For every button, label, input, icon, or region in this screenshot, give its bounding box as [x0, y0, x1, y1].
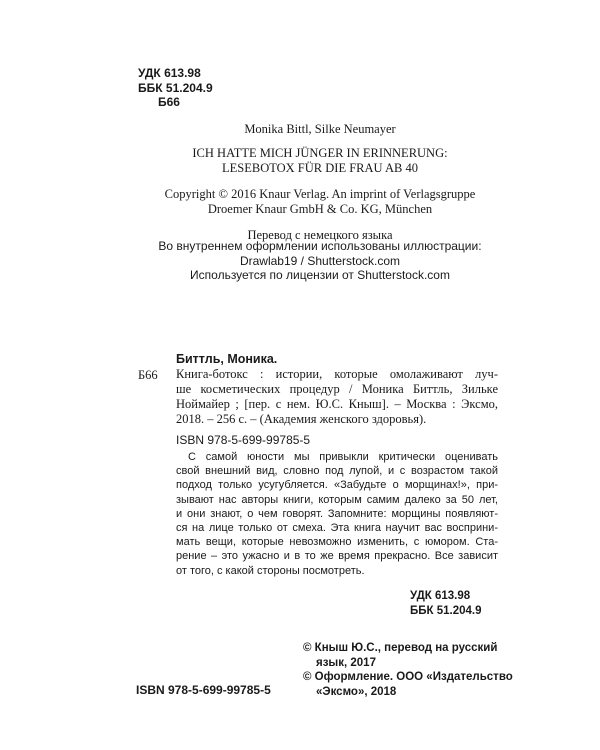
illustrations-line-1: Во внутреннем оформлении использованы иллюстрации:: [158, 239, 482, 253]
top-author-mark: Б66: [158, 95, 180, 109]
annotation-classification-codes: [410, 589, 498, 618]
original-title-line-2: LESEBOTOX FÜR DIE FRAU AB 40: [222, 161, 418, 175]
illustrations-credit: [100, 239, 540, 283]
original-title-line-1: ICH HATTE MICH JÜNGER IN ERINNERUNG:: [192, 146, 448, 160]
bibliographic-record: [176, 352, 498, 448]
original-copyright-line-1: Copyright © 2016 Knaur Verlag. An imprint of Verlagsgruppe: [164, 187, 476, 201]
annotation-line-1: С самой юности мы привыкли критически оценивать: [188, 451, 498, 463]
footer-copyright-line-1: © Кныш Ю.С., перевод на русский: [303, 642, 498, 654]
annotation-udk-code: УДК 613.98: [410, 590, 471, 602]
bib-record-author-mark: Б66: [138, 368, 158, 382]
footer-copyright-line-2: язык, 2017: [316, 656, 376, 669]
illustrations-line-2: Drawlab19 / Shutterstock.com: [239, 253, 401, 268]
original-copyright-line-2: Droemer Knaur GmbH & Co. KG, München: [207, 202, 433, 216]
bib-description-line-4: 2018. – 256 с. – (Академия женского здоровья).: [176, 412, 427, 426]
annotation-line-7: мать вещи, которые невозможно изменить, с юмором. Ста-: [176, 536, 498, 549]
footer-copyright: [303, 641, 513, 700]
bib-isbn: ISBN 978-5-699-99785-5: [176, 433, 311, 447]
annotation-line-3: подход только усугубляется. «Забудьте о морщинах!», при-: [176, 479, 498, 492]
bib-heading: Биттль, Моника.: [176, 352, 278, 366]
top-bbk-code: ББК 51.204.9: [138, 80, 213, 95]
original-authors: Monika Bittl, Silke Neumayer: [244, 122, 396, 136]
bib-description-line-1: Книга-ботокс : истории, которые омолаживают луч-: [176, 367, 498, 381]
annotation-line-5: и они знают, о чем говорят. Запомните: морщины появляют-: [176, 507, 498, 520]
top-udk-code: УДК 613.98: [138, 66, 201, 80]
original-edition-block: [100, 122, 540, 243]
annotation-line-8: рение – это ужасно и в то же время прекрасно. Все зависит: [176, 550, 498, 563]
footer-copyright-line-3: © Оформление. ООО «Издательство: [303, 671, 513, 684]
illustrations-line-3: Используется по лицензии от Shutterstock.com: [190, 268, 450, 282]
translation-note: Перевод с немецкого языка: [247, 228, 393, 242]
annotation-line-4: зывают нас авторы книги, которым самим далеко за 50 лет,: [176, 493, 498, 506]
footer-copyright-line-4: «Эксмо», 2018: [316, 686, 397, 699]
footer-isbn: ISBN 978-5-699-99785-5: [136, 683, 271, 697]
annotation: [176, 450, 498, 578]
annotation-bbk-code: ББК 51.204.9: [410, 604, 482, 617]
bib-description-line-2: ше косметических процедур / Моника Биттль, Зильке: [176, 382, 498, 396]
top-classification-codes: [138, 66, 213, 110]
annotation-line-2: свой внешний вид, словно под лупой, и с возрастом такой: [176, 465, 498, 478]
annotation-line-6: ся на лице только от смеха. Эта книга научит вас восприни-: [176, 522, 498, 535]
bib-description-line-3: Ноймайер ; [пер. с нем. Ю.С. Кныш]. – Москва : Эксмо,: [176, 397, 498, 411]
annotation-line-9: от того, с какой стороны посмотреть.: [176, 564, 365, 577]
